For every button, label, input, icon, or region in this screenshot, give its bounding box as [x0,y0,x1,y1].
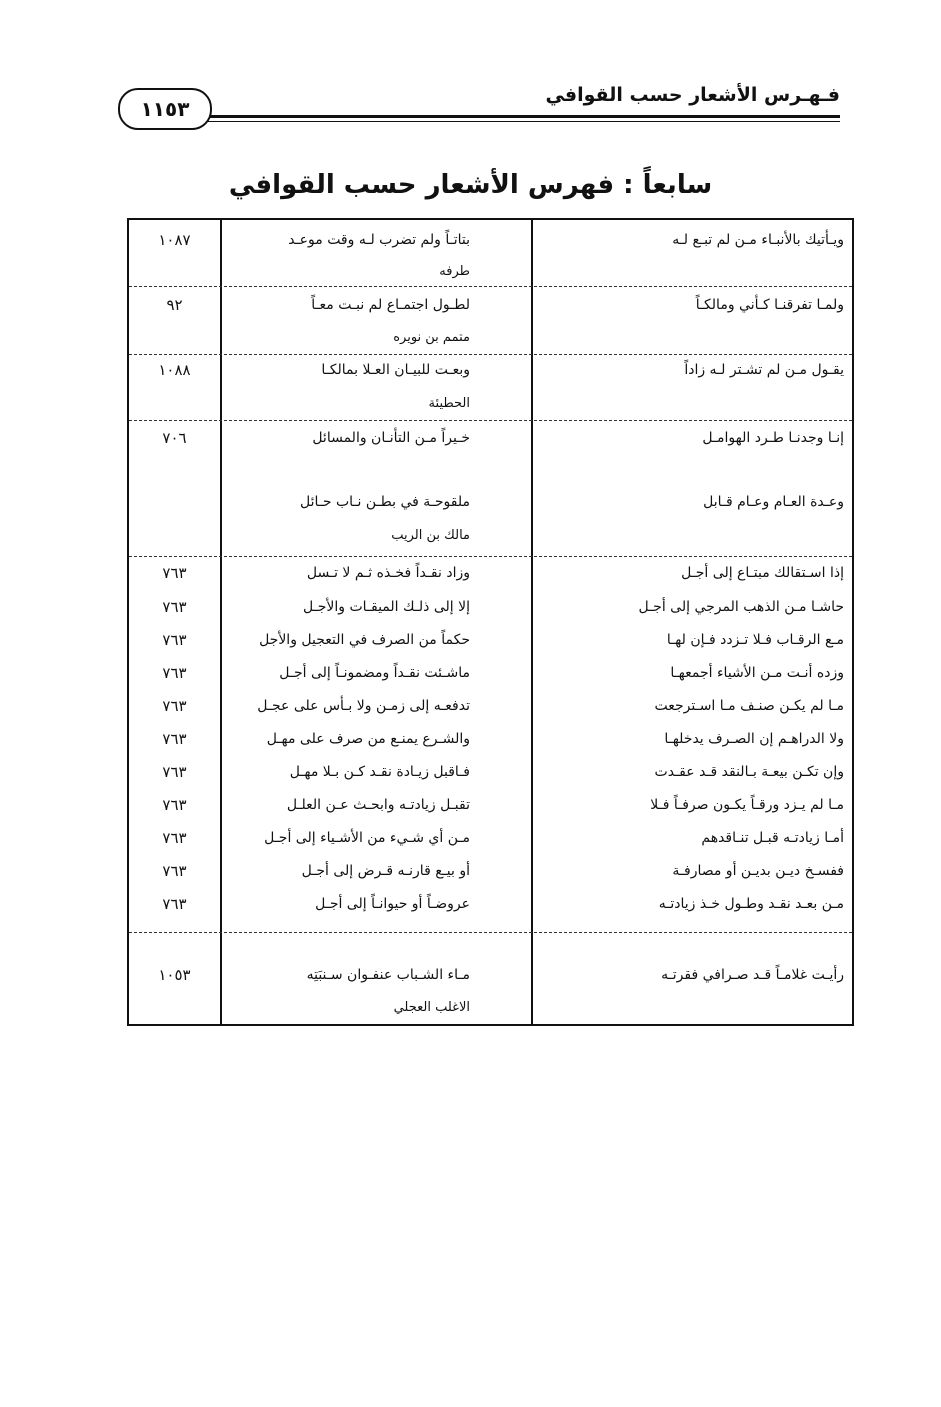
verse-second-hemistich: تقبـل زيادتـه وابحـث عـن العلـل [286,797,470,813]
verse-second-hemistich: مـن أي شـيء من الأشـياء إلى أجـل [264,830,470,846]
verse-second-hemistich: حكماً من الصرف في التعجيل والأجل [259,632,470,648]
verse-second-hemistich: لطـول اجتمـاع لم نبـت معـاً [311,297,470,313]
page-reference: ٧٦٣ [162,895,187,913]
verse-first-hemistich: إنـا وجدنـا طـرد الهوامـل [702,430,844,446]
verse-second-hemistich: وزاد نقـداً فخـذه ثـم لا تـسل [306,565,470,581]
header-rule-thin [126,121,840,122]
poet-name: طرفه [439,264,470,279]
page-reference: ٧٦٣ [162,697,187,715]
page-reference: ٧٦٣ [162,664,187,682]
verse-first-hemistich: وعـدة العـام وعـام قـابل [703,494,844,510]
page-reference: ٧٦٣ [162,862,187,880]
poet-name: مالك بن الريب [391,528,470,543]
row-separator [129,932,852,933]
page-reference: ٧٦٣ [162,763,187,781]
verse-second-hemistich: أو بيـع قارنـه قـرض إلى أجـل [301,863,470,879]
verse-second-hemistich: والشـرع يمنـع من صرف على مهـل [266,731,470,747]
page-reference: ٧٦٣ [162,631,187,649]
verse-first-hemistich: يقـول مـن لم تشـتر لـه زاداً [684,362,844,378]
poet-name: متمم بن نويره [393,330,470,345]
verse-first-hemistich: مـا لم يكـن صنـف مـا اسـترجعت [654,698,844,714]
verse-first-hemistich: مـع الرقـاب فـلا تـزدد فـإن لهـا [666,632,844,648]
page-reference: ٧٦٣ [162,730,187,748]
page-reference: ٧٦٣ [162,829,187,847]
running-title: فـهـرس الأشعار حسب القوافي [545,84,840,106]
verse-second-hemistich: فـاقبل زيـادة نقـد كـن بـلا مهـل [289,764,470,780]
verse-first-hemistich: أمـا زيادتـه قبـل تنـاقدهم [701,830,844,846]
page-reference: ١٠٥٣ [158,966,191,984]
poet-name: الحطيئة [428,396,470,411]
verse-second-hemistich: خـيراً مـن التأنـان والمسائل [312,430,470,446]
verse-first-hemistich: مـن بعـد نقـد وطـول خـذ زيادتـه [658,896,844,912]
verse-first-hemistich: مـا لم يـزد ورقـاً يكـون صرفـاً فـلا [650,797,844,813]
verse-first-hemistich: وزده أنـت مـن الأشياء أجمعهـا [670,665,844,681]
page-number: ١١٥٣ [118,88,212,130]
page-reference: ١٠٨٨ [158,361,191,379]
row-separator [129,286,852,287]
row-separator [129,556,852,557]
verse-second-hemistich: وبعـت للبيـان العـلا بمالكـا [321,362,470,378]
page-header [100,72,840,132]
section-title: سابعاً : فهرس الأشعار حسب القوافي [228,170,713,200]
verse-first-hemistich: إذا اسـتقالك مبتـاع إلى أجـل [681,565,844,581]
poet-name: الاغلب العجلي [393,1000,470,1015]
verse-first-hemistich: وإن تكـن بيعـة بـالنقد قـد عقـدت [654,764,844,780]
verse-second-hemistich: ماشـئت نقـداً ومضمونـاً إلى أجـل [279,665,470,681]
column-divider [531,220,533,1024]
header-rule [126,115,840,118]
page-reference: ٧٦٣ [162,796,187,814]
verse-second-hemistich: عروضـاً أو حيوانـاً إلى أجـل [315,896,470,912]
verse-second-hemistich: تدفعـه إلى زمـن ولا بـأس على عجـل [257,698,470,714]
page-reference: ٩٢ [166,296,183,314]
row-separator [129,420,852,421]
verse-first-hemistich: ولا الدراهـم إن الصـرف يدخلهـا [664,731,844,747]
verse-second-hemistich: ملقوحـة في بطـن نـاب حـائل [300,494,470,510]
verse-first-hemistich: حاشـا مـن الذهب المرجي إلى أجـل [638,599,844,615]
verse-first-hemistich: ففسـخ ديـن بديـن أو مصارفـة [672,863,844,879]
verse-second-hemistich: إلا إلى ذلـك الميقـات والأجـل [303,599,470,615]
row-separator [129,354,852,355]
verse-second-hemistich: بتاتـاً ولم تضرب لـه وقت موعـد [288,232,470,248]
poetry-index-table [127,218,854,1026]
verse-first-hemistich: ويـأتيك بالأنبـاء مـن لم تبـع لـه [672,232,844,248]
verse-first-hemistich: رأيـت غلامـاً قـد صـرافي فقرتـه [661,967,844,983]
verse-second-hemistich: مـاء الشـباب عنفـوان سـنبَتِه [306,967,470,983]
page-reference: ٧٦٣ [162,564,187,582]
page-reference: ١٠٨٧ [158,231,191,249]
verse-first-hemistich: ولمـا تفرقنـا كـأني ومالكـاً [695,297,844,313]
page-reference: ٧٠٦ [162,429,187,447]
page-reference: ٧٦٣ [162,598,187,616]
